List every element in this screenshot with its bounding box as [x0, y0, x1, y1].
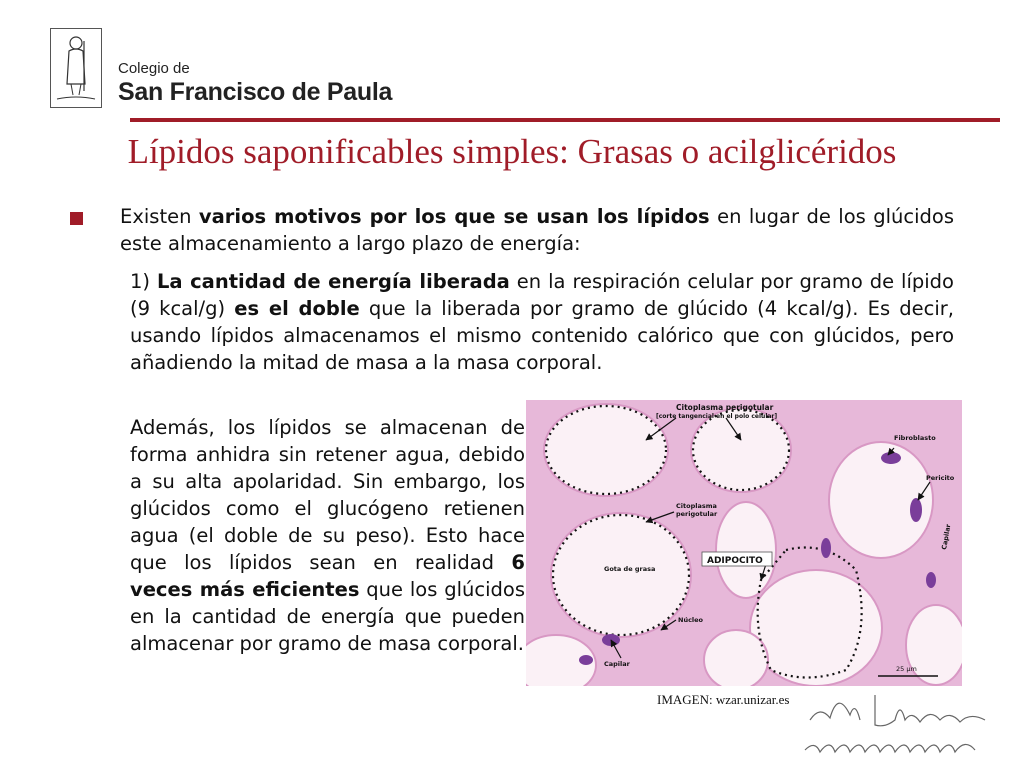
school-logo — [50, 28, 102, 108]
square-bullet-icon — [70, 212, 83, 225]
text-run: Existen — [120, 205, 199, 228]
saint-figure-icon — [51, 29, 101, 107]
label-adipocito: ADIPOCITO — [707, 556, 763, 566]
label-pericito: Pericito — [926, 474, 955, 482]
title-divider — [130, 118, 1000, 122]
text-run: 1) — [130, 270, 157, 293]
school-name-line1: Colegio de — [118, 60, 190, 77]
label-nucleo: Núcleo — [678, 616, 704, 624]
label-capilar-bottom: Capilar — [604, 660, 630, 668]
handwritten-signature — [800, 680, 1000, 765]
label-gota: Gota de grasa — [604, 565, 656, 573]
paragraph-reason-2 — [130, 414, 525, 657]
slide-title: Lípidos saponificables simples: Grasas o acilglicéridos — [127, 132, 897, 171]
adipose-tissue-micrograph — [526, 400, 962, 686]
text-run: en la respiración celular por gramo de lípido (9 kcal/g) — [130, 270, 954, 320]
label-citoplasma-mid-1: Citoplasma — [676, 502, 717, 510]
text-run: Además, los lípidos se almacenan de forma anhidra sin retener agua, debido a su alta apolaridad. Sin embargo, los glúcidos como el glucógeno retienen agua (el doble de su peso). Esto hace que los lípidos sean en realidad — [130, 416, 525, 574]
school-name — [118, 60, 392, 106]
text-run-bold: es el doble — [234, 297, 360, 320]
label-citoplasma-mid-2: perigotular — [676, 510, 718, 518]
image-credit: IMAGEN: wzar.unizar.es — [657, 692, 790, 707]
school-name-line2: San Francisco de Paula — [118, 78, 393, 106]
label-citoplasma-top: Citoplasma perigotular — [676, 403, 774, 412]
text-run: en lugar de los glúcidos este almacenamiento a largo plazo de energía: — [120, 205, 955, 255]
text-run: que los glúcidos en la cantidad de energía que pueden almacenar por gramo de masa corporal. — [130, 578, 525, 655]
text-run-bold: 6 veces más eficientes — [130, 551, 525, 601]
paragraph-intro — [120, 203, 954, 257]
label-fibroblasto: Fibroblasto — [894, 434, 936, 442]
scale-bar-label: 25 µm — [896, 665, 917, 673]
label-capilar-right: Capilar — [940, 523, 953, 551]
label-citoplasma-top-sub: [corte tangencial en el polo celular] — [656, 413, 778, 420]
text-run-bold: La cantidad de energía liberada — [156, 270, 510, 293]
text-run-bold: varios motivos por los que se usan los lípidos — [198, 205, 710, 228]
paragraph-reason-1 — [130, 268, 954, 376]
text-run: que la liberada por gramo de glúcido (4 kcal/g). Es decir, usando lípidos almacenamos el mismo contenido calórico que con glúcidos, pero añadiendo la mitad de masa a la masa corporal. — [130, 297, 954, 374]
